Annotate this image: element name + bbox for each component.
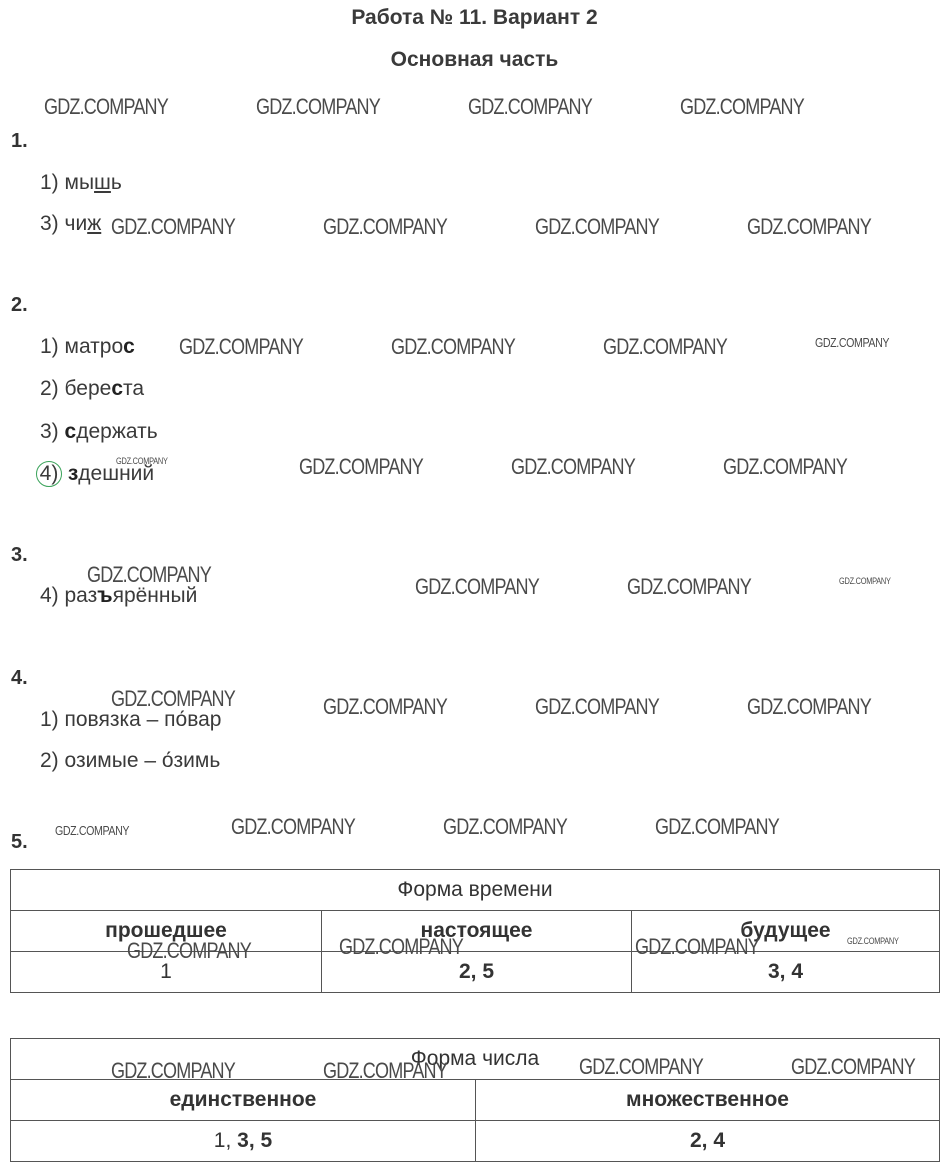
- watermark: GDZ.COMPANY: [579, 1054, 703, 1079]
- watermark: GDZ.COMPANY: [627, 574, 751, 599]
- watermark: GDZ.COMPANY: [55, 823, 130, 838]
- cell-bold: 3, 5: [237, 1129, 273, 1152]
- q1-answer-3: [40, 212, 101, 236]
- table-cell: [476, 1121, 940, 1162]
- tense-table: [10, 869, 940, 993]
- watermark: GDZ.COMPANY: [44, 94, 168, 119]
- watermark: GDZ.COMPANY: [680, 94, 804, 119]
- question-number-3: 3.: [11, 544, 28, 566]
- watermark: GDZ.COMPANY: [111, 214, 235, 239]
- watermark: GDZ.COMPANY: [839, 576, 891, 586]
- q4-answer-2: 2) озимые – о́зимь: [40, 749, 221, 772]
- watermark: GDZ.COMPANY: [323, 1058, 447, 1083]
- watermark: GDZ.COMPANY: [323, 214, 447, 239]
- watermark: GDZ.COMPANY: [127, 938, 251, 963]
- q2-answer-2: [40, 377, 144, 401]
- cell-plain: 1,: [213, 1129, 238, 1152]
- circled-answer-number: 4): [36, 461, 62, 487]
- watermark: GDZ.COMPANY: [815, 335, 890, 350]
- underlined-letter: ж: [87, 212, 102, 235]
- q4-answer-1: 1) повязка – по́вар: [40, 708, 222, 731]
- watermark: GDZ.COMPANY: [468, 94, 592, 119]
- watermark: GDZ.COMPANY: [323, 694, 447, 719]
- q1-answer-1: [40, 171, 122, 195]
- bold-letter: с: [111, 377, 124, 400]
- watermark: GDZ.COMPANY: [299, 454, 423, 479]
- column-header: прошедшее: [11, 911, 322, 952]
- q3-answer-4: [40, 584, 197, 608]
- watermark: GDZ.COMPANY: [111, 686, 235, 711]
- bold-letter: з: [67, 462, 79, 485]
- table-cell: 2, 5: [322, 952, 632, 993]
- answer-suffix: та: [123, 377, 145, 400]
- answer-prefix: 1) матро: [40, 335, 124, 358]
- q2-answer-3: [40, 420, 158, 444]
- question-number-2: 2.: [11, 294, 28, 316]
- watermark: GDZ.COMPANY: [747, 694, 871, 719]
- underlined-letter: ш: [94, 171, 111, 194]
- column-header: будущее: [632, 911, 940, 952]
- watermark: GDZ.COMPANY: [747, 214, 871, 239]
- watermark: GDZ.COMPANY: [111, 1058, 235, 1083]
- answer-prefix: 4) раз: [40, 584, 98, 607]
- question-number-4: 4.: [11, 667, 28, 689]
- bold-letter: ъ: [97, 584, 113, 607]
- column-header: единственное: [11, 1080, 476, 1121]
- page-title: Работа № 11. Вариант 2: [351, 6, 598, 29]
- column-header: настоящее: [322, 911, 632, 952]
- watermark: GDZ.COMPANY: [339, 934, 463, 959]
- answer-suffix: дешний: [78, 462, 155, 485]
- column-header: множественное: [476, 1080, 940, 1121]
- table-cell: 1: [11, 952, 322, 993]
- watermark: GDZ.COMPANY: [231, 814, 355, 839]
- watermark: GDZ.COMPANY: [635, 934, 759, 959]
- watermark: GDZ.COMPANY: [391, 334, 515, 359]
- answer-prefix: 1) мы: [40, 171, 95, 194]
- answer-suffix: ь: [110, 171, 122, 194]
- watermark: GDZ.COMPANY: [535, 694, 659, 719]
- watermark: GDZ.COMPANY: [511, 454, 635, 479]
- watermark: GDZ.COMPANY: [791, 1054, 915, 1079]
- table-header: Форма времени: [11, 870, 940, 911]
- question-number-5: 5.: [11, 831, 28, 853]
- answer-suffix: держать: [76, 420, 158, 443]
- section-subtitle: Основная часть: [390, 48, 559, 71]
- table-header: Форма числа: [11, 1039, 940, 1080]
- watermark: GDZ.COMPANY: [443, 814, 567, 839]
- watermark: GDZ.COMPANY: [415, 574, 539, 599]
- answer-prefix: 2) бере: [40, 377, 112, 400]
- watermark: GDZ.COMPANY: [179, 334, 303, 359]
- question-number-1: 1.: [11, 130, 28, 152]
- watermark: GDZ.COMPANY: [256, 94, 380, 119]
- cell-bold: 2, 4: [689, 1129, 726, 1152]
- bold-letter: с: [64, 420, 77, 443]
- watermark: GDZ.COMPANY: [87, 562, 211, 587]
- bold-letter: с: [123, 335, 135, 358]
- watermark: GDZ.COMPANY: [723, 454, 847, 479]
- watermark: GDZ.COMPANY: [603, 334, 727, 359]
- table-cell: 3, 4: [632, 952, 940, 993]
- table-cell: [11, 1121, 476, 1162]
- watermark: GDZ.COMPANY: [655, 814, 779, 839]
- watermark: GDZ.COMPANY: [116, 456, 168, 466]
- watermark: GDZ.COMPANY: [847, 936, 899, 946]
- answer-prefix: 3) чи: [40, 212, 88, 235]
- answer-suffix: ярённый: [112, 584, 198, 607]
- watermark: GDZ.COMPANY: [535, 214, 659, 239]
- q2-answer-1: [40, 335, 135, 359]
- answer-prefix: 3): [40, 420, 65, 443]
